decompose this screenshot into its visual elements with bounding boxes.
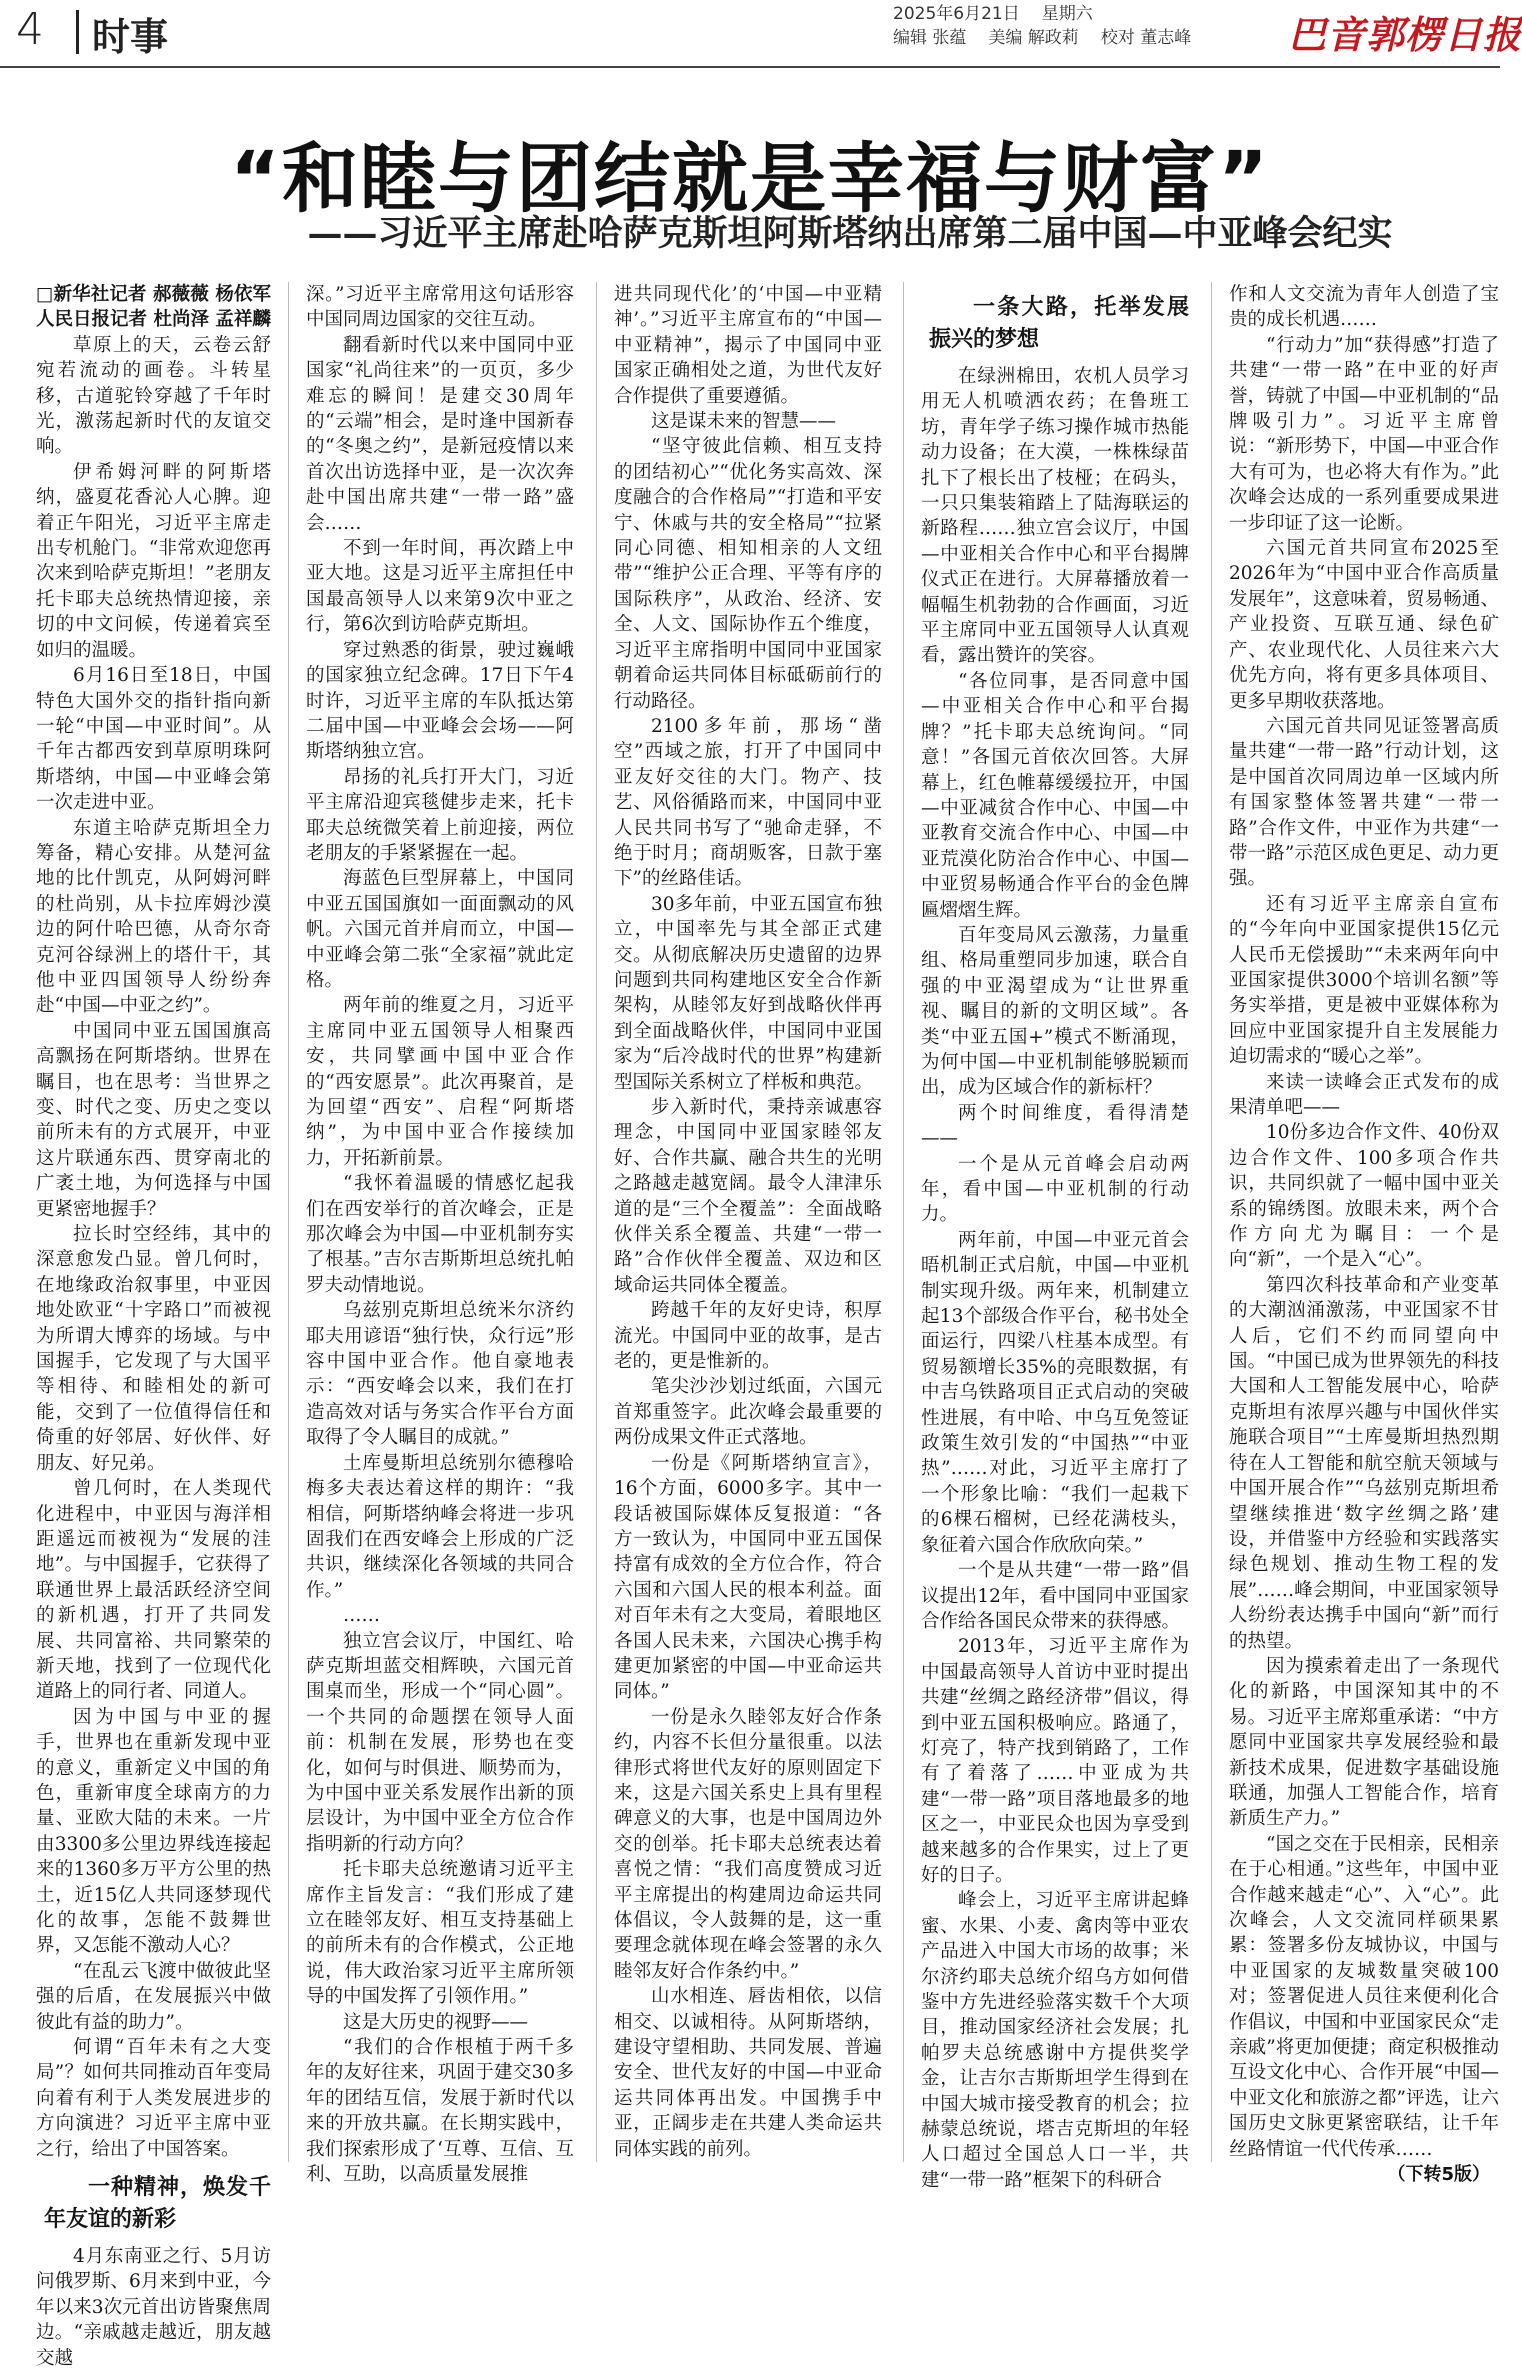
issue-weekday: 星期六 [1041,4,1093,24]
paragraph: 两年前，中国—中亚元首会晤机制正式启航，中国—中亚机制实现升级。两年来，机制建立起13个部级合作平台，秘书处全面运行，四梁八柱基本成型。有贸易额增长35%的亮眼数据，有中吉乌铁路项目正式启动的突破性进展，有中哈、中乌互免签证政策生效引发的“中国热”“中亚热”……对此，习近平主席打了一个形象比喻：“我们一起栽下的6棵石榴树，已经花满枝头，象征着六国合作欣欣向荣。” [921,1229,1189,1556]
article-byline: □新华社记者 郝薇薇 杨依军 人民日报记者 杜尚泽 孟祥麟 [36,284,271,331]
issue-date: 2025年6月21日 [893,4,1020,24]
paragraph: 乌兹别克斯坦总统米尔济约耶夫用谚语“独行快，众行远”形容中国中亚合作。他自豪地表示：“西安峰会以来，我们在打造高效对话与务实合作平台方面取得了令人瞩目的成就。” [306,1300,574,1449]
paragraph: 山水相连、唇齿相依，以信相交、以诚相待。从阿斯塔纳，建设守望相助、共同发展、普遍安全、世代友好的中国—中亚命运共同体再出发。中国携手中亚，正阔步走在共建人类命运共同体实践的前列。 [614,1986,882,2160]
paragraph: 翻看新时代以来中国同中亚国家“礼尚往来”的一页页，多少难忘的瞬间！是建交30周年的“云端”相会，是时逢中国新春的“冬奥之约”，是新冠疫情以来首次出访选择中亚，是一次次奔赴中国出席共建“一带一路”盛会…… [306,334,574,534]
paragraph: 伊希姆河畔的阿斯塔纳，盛夏花香沁人心脾。迎着正午阳光，习近平主席走出专机舱门。“非常欢迎您再次来到哈萨克斯坦！”老朋友托卡耶夫总统热情迎接，亲切的中文问候，传递着宾至如归的温暖。 [36,461,271,661]
page-number: 4 [16,4,44,55]
paragraph: 10份多边合作文件、40份双边合作文件、100多项合作共识，共同织就了一幅中国中亚关系的锦绣图。放眼未来，两个合作方向尤为瞩目：一个是向“新”，一个是入“心”。 [1229,1122,1499,1271]
headline-subtitle: ——习近平主席赴哈萨克斯坦阿斯塔纳出席第二届中国—中亚峰会纪实 [307,213,1393,254]
paragraph: 笔尖沙沙划过纸面，六国元首郑重签字。此次峰会最重要的两份成果文件正式落地。 [614,1376,882,1449]
paragraph: “坚守彼此信赖、相互支持的团结初心”“优化务实高效、深度融合的合作格局”“打造和平安宁、休戚与共的安全格局”“拉紧同心同德、相知相亲的人文纽带”“维护公正合理、平等有序的国际秩序”，从政治、经济、安全、人文、国际协作五个维度，习近平主席指明中国同中亚国家朝着命运共同体目标砥砺前行的行动路径。 [614,436,882,712]
paragraph: 4月东南亚之行、5月访问俄罗斯、6月来到中亚，今年以来3次元首出访皆聚焦周边。“亲戚越走越近，朋友越交越 [36,2246,271,2369]
article-column-3 [614,282,882,2162]
paragraph: “我怀着温暖的情感忆起我们在西安举行的首次峰会，正是那次峰会为中国—中亚机制夯实了根基。”吉尔吉斯斯坦总统扎帕罗夫动情地说。 [306,1173,574,1296]
headline-title: “和睦与团结就是幸福与财富” [230,134,1270,223]
paragraph: 跨越千年的友好史诗，积厚流光。中国同中亚的故事，是古老的，更是惟新的。 [614,1300,882,1373]
header-meta [893,2,1213,50]
paragraph: 2100多年前，那场“凿空”西域之旅，打开了中国同中亚友好交往的大门。物产、技艺、风俗循路而来，中国同中亚人民共同书写了“驰命走驿，不绝于时月；商胡贩客，日款于塞下”的丝路佳话。 [614,715,882,890]
paragraph: 海蓝色巨型屏幕上，中国同中亚五国国旗如一面面飘动的风帆。六国元首并肩而立，中国—中亚峰会第二张“全家福”就此定格。 [306,868,574,991]
page-header [0,0,1522,64]
paragraph: 一份是永久睦邻友好合作条约，内容不长但分量很重。以法律形式将世代友好的原则固定下来，这是六国关系史上具有里程碑意义的大事，也是中国周边外交的创举。托卡耶夫总统表达着喜悦之情：“我们高度赞成习近平主席提出的构建周边命运共同体倡议，令人鼓舞的是，这一重要理念就体现在峰会签署的永久睦邻友好合作条约中。” [614,1706,882,1982]
paragraph: “各位同事，是否同意中国—中亚相关合作中心和平台揭牌？”托卡耶夫总统询问。“同意！”各国元首依次回答。大屏幕上，红色帷幕缓缓拉开，中国—中亚减贫合作中心、中国—中亚教育交流合作中心、中国—中亚荒漠化防治合作中心、中国—中亚贸易畅通合作平台的金色牌匾熠熠生辉。 [921,670,1189,921]
paragraph: “国之交在于民相亲，民相亲在于心相通。”这些年，中国中亚合作越来越走“心”、入“心”。此次峰会，人文交流同样硕果累累：签署多份友城协议，中国与中亚国家的友城数量突破100对；签署促进人员往来便利化合作倡议，中国和中亚国家民众“走亲戚”将更加便捷；商定积极推动互设文化中心、合作开展“中国—中亚文化和旅游之都”评选，让六国历史文脉更紧密联结，让千年丝路情谊一代代传承…… [1229,1833,1499,2160]
article-column-4 [921,282,1189,2191]
paragraph: “在乱云飞渡中做彼此坚强的后盾，在发展振兴中做彼此有益的助力”。 [36,1960,271,2033]
paragraph: 东道主哈萨克斯坦全力筹备，精心安排。从楚河盆地的比什凯克，从阿姆河畔的杜尚别，从卡拉库姆沙漠边的阿什哈巴德，从奇尔奇克河谷绿洲上的塔什干，其他中亚四国领导人纷纷奔赴“中国—中亚之约”。 [36,817,271,1017]
paragraph: 还有习近平主席亲自宣布的“今年向中亚国家提供15亿元人民币无偿援助”“未来两年向中亚国家提供3000个培训名额”等务实举措，更是被中亚媒体称为回应中亚国家提升自主发展能力迫切需求的“暖心之举”。 [1229,893,1499,1068]
paragraph: 峰会上，习近平主席讲起蜂蜜、水果、小麦、禽肉等中亚农产品进入中国大市场的故事；米尔济约耶夫总统介绍乌方如何借鉴中方先进经验落实数千个大项目，推动国家经济社会发展；扎帕罗夫总统感谢中方提供奖学金，让吉尔吉斯斯坦学生得到在中国大城市接受教育的机会；拉赫蒙总统说，塔吉克斯坦的年轻人口超过全国总人口一半，共建“一带一路”框架下的科研合 [921,1890,1189,2191]
column-divider [903,282,904,2162]
paragraph: 这是大历史的视野—— [343,2011,529,2033]
art-editor-credit: 美编 解政莉 [988,28,1079,48]
paragraph: 草原上的天，云卷云舒宛若流动的画卷。斗转星移，古道驼铃穿越了千年时光，激荡起新时代的友谊交响。 [36,334,271,458]
paragraph: 托卡耶夫总统邀请习近平主席作主旨发言：“我们形成了建立在睦邻友好、相互支持基础上的前所未有的合作模式，公正地说，伟大政治家习近平主席所领导的中国发挥了引领作用。” [306,1859,574,2008]
section-heading: 一条大路，托举发展振兴的梦想 [929,295,1189,352]
paragraph: 独立宫会议厅，中国红、哈萨克斯坦蓝交相辉映，六国元首围桌而坐，形成一个“同心圆”。一个共同的命题摆在领导人面前：机制在发展，形势也在变化，如何与时俱进、顺势而为，为中国中亚关系发展作出新的顶层设计，为中国中亚全方位合作指明新的行动方向？ [306,1630,574,1855]
paragraph: …… [343,1605,380,1627]
paragraph-continued: 进共同现代化’的‘中国—中亚精神’。”习近平主席宣布的“中国—中亚精神”，揭示了中国同中亚国家正确相处之道，为世代友好合作提供了重要遵循。 [614,284,882,407]
continuation-note: （下转5版） [1387,2160,1490,2186]
editor-credit: 编辑 张蕴 [893,28,967,48]
paragraph: 拉长时空经纬，其中的深意愈发凸显。曾几何时，在地缘政治叙事里，中亚因地处欧亚“十字路口”而被视为所谓大博弈的场域。与中国握手，它发现了与大国平等相待、和睦相处的新可能，交到了一位值得信任和倚重的好邻居、好伙伴、好朋友、好兄弟。 [36,1224,271,1474]
paragraph: 第四次科技革命和产业变革的大潮汹涌激荡，中亚国家不甘人后，它们不约而同望向中国。“中国已成为世界领先的科技大国和人工智能发展中心，哈萨克斯坦有浓厚兴趣与中国伙伴实施联合项目”“土库曼斯坦热烈期待在人工智能和航空航天领域与中国开展合作”“乌兹别克斯坦希望继续推进‘数字丝绸之路’建设，并借鉴中方经验和实践落实绿色规划、推动生物工程的发展”……峰会期间，中亚国家领导人纷纷表达携手中国向“新”而行的热望。 [1229,1274,1499,1652]
paragraph: 六国元首共同见证签署高质量共建“一带一路”行动计划，这是中国首次同周边单一区域内所有国家整体签署共建“一带一路”合作文件，中亚作为共建“一带一路”示范区成色更足、动力更强。 [1229,715,1499,890]
paragraph: 六国元首共同宣布2025至2026年为“中国中亚合作高质量发展年”，这意味着，贸易畅通、产业投资、互联互通、绿色矿产、农业现代化、人员往来六大优先方向，将有更多具体项目、更多早期收获落地。 [1229,538,1499,712]
paragraph: 因为摸索着走出了一条现代化的新路，中国深知其中的不易。习近平主席郑重承诺：“中方愿同中亚国家共享发展经验和最新技术成果，促进数字基础设施联通，加强人工智能合作，培育新质生产力。” [1229,1655,1499,1830]
paragraph: 百年变局风云激荡，力量重组、格局重塑同步加速，联合自强的中亚渴望成为“让世界重视、瞩目的新的文明区域”。各类“中亚五国+”模式不断涌现，为何中国—中亚机制能够脱颖而出，成为区域合作的新标杆？ [921,924,1189,1099]
header-divider [76,10,79,54]
paragraph: 一个是从共建“一带一路”倡议提出12年，看中国同中亚国家合作给各国民众带来的获得感。 [921,1560,1189,1632]
paragraph: 在绿洲棉田，农机人员学习用无人机喷洒农药；在鲁班工坊，青年学子练习操作城市热能动力设备；在大漠，一株株绿苗扎下了根长出了枝桠；在码头，一只只集装箱踏上了陆海联运的新路程……独立宫会议厅，中国—中亚相关合作中心和平台揭牌仪式正在进行。大屏幕播放着一幅幅生机勃勃的合作画面，习近平主席同中亚五国领导人认真观看，露出赞许的笑容。 [921,366,1189,667]
article-column-1 [36,282,271,2369]
paragraph: 因为中国与中亚的握手，世界也在重新发现中亚的意义，重新定义中国的角色，重新审度全球南方的力量、亚欧大陆的未来。一片由3300多公里边界线连接起来的1360多万平方公里的热土，近15亿人共同逐梦现代化的故事，怎能不鼓舞世界，又怎能不激动人心？ [36,1706,271,1957]
column-divider [1211,282,1212,2162]
newspaper-logo: 巴音郭楞日报 [1288,12,1522,57]
paragraph: 土库曼斯坦总统别尔德穆哈梅多夫表达着这样的期许：“我相信，阿斯塔纳峰会将进一步巩固我们在西安峰会上形成的广泛共识，继续深化各领域的共同合作。” [306,1452,574,1601]
article-column-5 [1229,282,1499,2162]
paragraph: 两年前的维夏之月，习近平主席同中亚五国领导人相聚西安，共同擘画中国中亚合作的“西安愿景”。此次再聚首，是为回望“西安”、启程“阿斯塔纳”，为中国中亚合作接续加力，开拓新前景。 [306,995,574,1169]
paragraph: 中国同中亚五国国旗高高飘扬在阿斯塔纳。世界在瞩目，也在思考：当世界之变、时代之变、历史之变以前所未有的方式展开，中亚这片联通东西、贯穿南北的广袤土地，为何选择与中国更紧密地握手？ [36,1020,271,1220]
paragraph: 穿过熟悉的街景，驶过巍峨的国家独立纪念碑。17日下午4时许，习近平主席的车队抵达第二届中国—中亚峰会会场——阿斯塔纳独立宫。 [306,639,574,763]
column-divider [596,282,597,2162]
paragraph: “行动力”加“获得感”打造了共建“一带一路”在中亚的好声誉，铸就了中国—中亚机制的“品牌吸引力”。习近平主席曾说：“新形势下，中国—中亚合作大有可为，也必将大有作为。”此次峰会达成的一系列重要成果进一步印证了这一论断。 [1229,334,1499,534]
article-column-2 [306,282,574,2186]
paragraph: 何谓“百年未有之大变局”？如何共同推动百年变局向着有利于人类发展进步的方向演进？习近平主席中亚之行，给出了中国答案。 [36,2037,271,2160]
paragraph: 这是谋未来的智慧—— [651,411,837,433]
paragraph: 来读一读峰会正式发布的成果清单吧—— [1229,1071,1499,1118]
paragraph: 昂扬的礼兵打开大门，习近平主席沿迎宾毯健步走来，托卡耶夫总统微笑着上前迎接，两位老朋友的手紧紧握在一起。 [306,766,574,864]
paragraph: 30多年前，中亚五国宣布独立，中国率先与其全部正式建交。从彻底解决历史遗留的边界问题到共同构建地区安全合作新架构，从睦邻友好到战略伙伴再到全面战略伙伴，中国同中亚国家为“后冷战时代的世界”构建新型国际关系树立了样板和典范。 [614,893,882,1093]
paragraph: “我们的合作根植于两千多年的友好往来，巩固于建交30多年的团结互信，发展于新时代以来的开放共赢。在长期实践中，我们探索形成了‘互尊、互信、互利、互助，以高质量发展推 [306,2037,574,2186]
section-name: 时事 [92,15,169,59]
section-heading: 一种精神，焕发千年友谊的新彩 [44,2175,271,2233]
paragraph-continued: 深。”习近平主席常用这句话形容中国同周边国家的交往互动。 [306,284,574,331]
paragraph: 一个是从元首峰会启动两年，看中国—中亚机制的行动力。 [921,1153,1189,1226]
paragraph: 曾几何时，在人类现代化进程中，中亚因与海洋相距遥远而被视为“发展的洼地”。与中国握手，它获得了联通世界上最活跃经济空间的新机遇，打开了共同发展、共同富裕、共同繁荣的新天地，找到了一位现代化道路上的同行者、同道人。 [36,1478,271,1703]
proofreader-credit: 校对 董志峰 [1100,28,1192,48]
paragraph: 一份是《阿斯塔纳宣言》，16个方面，6000多字。其中一段话被国际媒体反复报道：“各方一致认为，中国同中亚五国保持富有成效的全方位合作，符合六国和六国人民的根本利益。面对百年未有之大变局，着眼地区各国人民未来，六国决心携手构建更加紧密的中国—中亚命运共同体。” [614,1452,882,1703]
paragraph: 两个时间维度，看得清楚—— [921,1102,1189,1150]
paragraph: 不到一年时间，再次踏上中亚大地。这是习近平主席担任中国最高领导人以来第9次中亚之行，第6次到访哈萨克斯坦。 [306,538,574,636]
paragraph: 步入新时代，秉持亲诚惠容理念，中国同中亚国家睦邻友好、合作共赢、融合共生的光明之路越走越宽阔。最令人津津乐道的是“三个全覆盖”：全面战略伙伴关系全覆盖、共建“一带一路”合作伙伴全覆盖、双边和区域命运共同体全覆盖。 [614,1097,882,1296]
paragraph-continued: 作和人文交流为青年人创造了宝贵的成长机遇…… [1229,284,1499,331]
header-rule [0,66,1500,68]
paragraph: 2013年，习近平主席作为中国最高领导人首访中亚时提出共建“丝绸之路经济带”倡议，得到中亚五国积极响应。路通了，灯亮了，特产找到销路了，工作有了着落了……中亚成为共建“一带一路”项目落地最多的地区之一，中亚民众也因为享受到越来越多的合作果实，过上了更好的日子。 [921,1636,1189,1886]
column-divider [288,282,289,2162]
paragraph: 6月16日至18日，中国特色大国外交的指针指向新一轮“中国—中亚时间”。从千年古都西安到草原明珠阿斯塔纳，中国—中亚峰会第一次走进中亚。 [36,665,271,814]
